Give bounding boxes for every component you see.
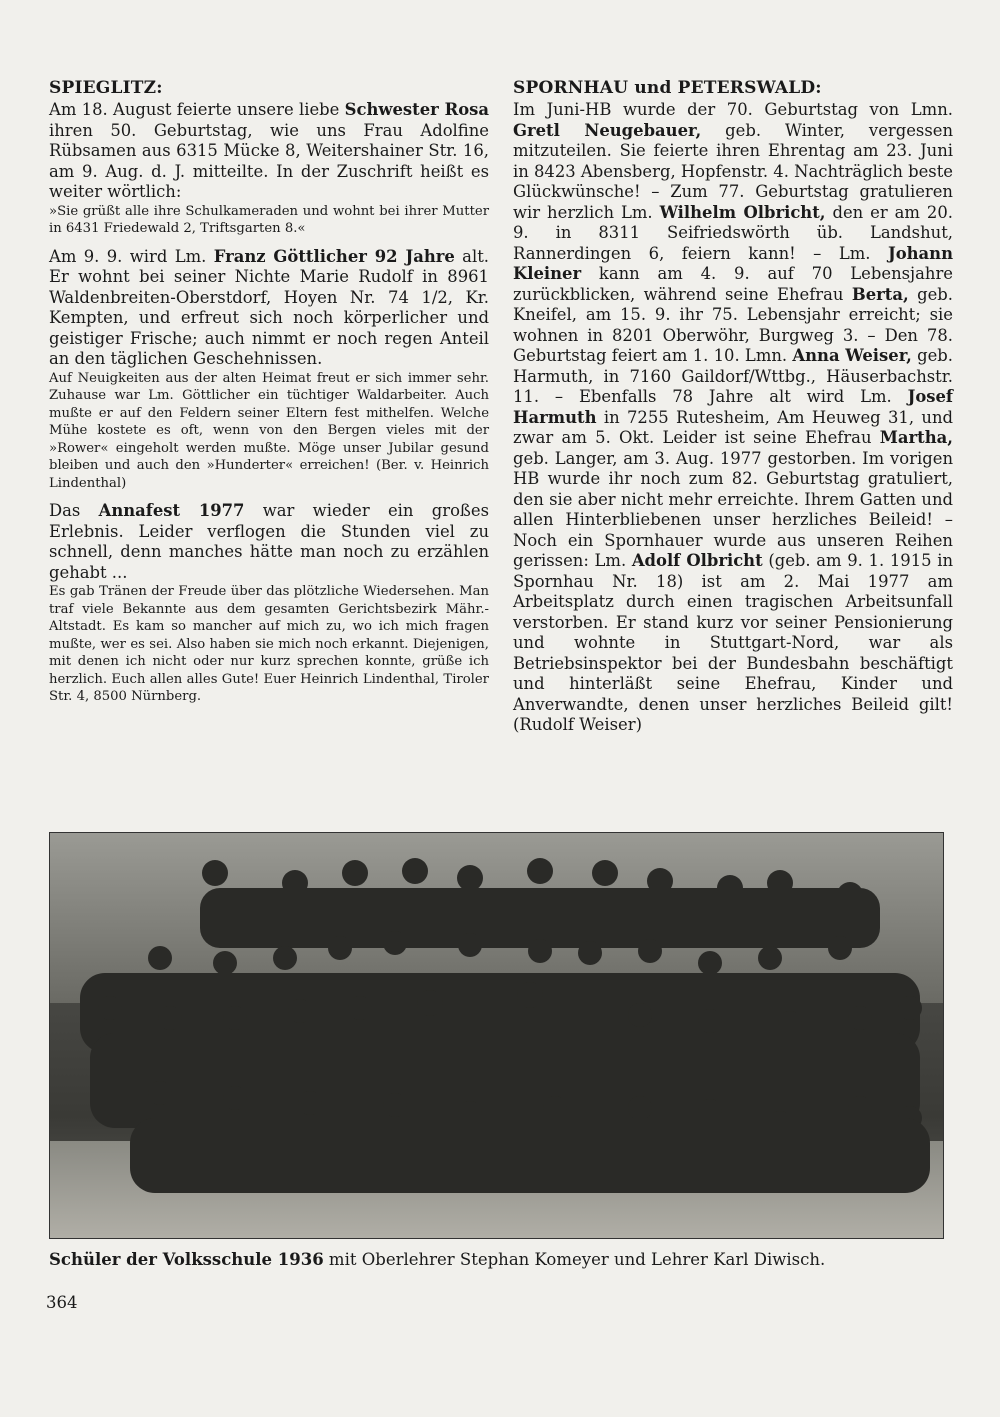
text: Das bbox=[49, 501, 99, 520]
right-column bbox=[513, 78, 953, 736]
name-bold: Gretl Neugebauer, bbox=[513, 120, 702, 140]
name-bold: Franz Göttlicher 92 Jahre bbox=[213, 246, 455, 266]
text: in 7255 Rutesheim, Am Heuweg 31, und zwar am 5. Okt. Leider ist seine Ehefrau bbox=[513, 407, 953, 447]
photo-caption bbox=[49, 1250, 949, 1269]
class-photo bbox=[49, 832, 944, 1239]
text: Am 9. 9. wird Lm. bbox=[49, 246, 214, 266]
name-bold: Anna Weiser, bbox=[792, 346, 912, 365]
name-bold: Annafest 1977 bbox=[98, 501, 245, 520]
text: alt. Er wohnt bei seiner Nichte Marie Rudolf in 8961 Waldenbreiten-Oberstdorf, Hoyen Nr. 74 1/2, Kr. Kempten, und erfreut sich noch körperlicher und geistiger Frische; auch nimmt er noch regen Anteil an den täglichen Geschehnissen. bbox=[49, 246, 489, 368]
photo-group-silhouettes bbox=[50, 833, 943, 1238]
page-number: 364 bbox=[46, 1293, 78, 1312]
caption-text: mit Oberlehrer Stephan Komeyer und Lehrer Karl Diwisch. bbox=[323, 1250, 826, 1269]
text: geb. Harmuth, in 7160 Gaildorf/Wttbg., Häuserbachstr. 11. – Ebenfalls 78 Jahre alt wird Lm. bbox=[513, 346, 953, 406]
text: geb. Langer, am 3. Aug. 1977 gestorben. Im vorigen HB wurde ihr noch zum 82. Geburtstag gratuliert, den sie aber nicht mehr erreichte. Ihrem Gatten und allen Hinterbliebenen unser herzliches Beileid! – Noch ein Spornhauer wurde aus unseren Reihen gerissen: Lm. bbox=[513, 448, 953, 570]
section-heading-spieglitz: SPIEGLITZ: bbox=[49, 78, 163, 98]
paragraph-spornhau bbox=[513, 100, 953, 736]
text: ihren 50. Geburtstag, wie uns Frau Adolfine Rübsamen aus 6315 Mücke 8, Weitershainer Str. 16, am 9. Aug. d. J. mitteilte. In der Zuschrift heißt es weiter wörtlich: bbox=[49, 120, 489, 201]
caption-bold: Schüler der Volksschule 1936 bbox=[49, 1250, 324, 1269]
text: geb. Winter, vergessen mitzuteilen. Sie feierte ihren Ehrentag am 23. Juni in 8423 Abensberg, Hopfenstr. 4. Nachträglich beste Glückwünsche! – Zum 77. Geburtstag gratulieren wir herzlich Lm. bbox=[513, 120, 954, 222]
spacer bbox=[49, 238, 489, 247]
paragraph-schwester-rosa bbox=[49, 100, 489, 203]
text: (geb. am 9. 1. 1915 in Spornhau Nr. 18) ist am 2. Mai 1977 am Arbeitsplatz durch einen tragischen Arbeitsunfall verstorben. Er stand kurz vor seiner Pensionierung und wohnte in Stuttgart-Nord, war als Betriebsinspektor bei der Bundesbahn beschäftigt und hinterläßt seine Ehefrau, Kinder und Anverwandte, denen unser herzliches Beileid gilt! (Rudolf Weiser) bbox=[513, 551, 954, 734]
text: war wieder ein großes Erlebnis. Leider verflogen die Stunden viel zu schnell, denn manches hätte man noch zu erzählen gehabt ... bbox=[49, 501, 489, 582]
paragraph-goettlicher-small: Auf Neuigkeiten aus der alten Heimat freut er sich immer sehr. Zuhause war Lm. Göttlicher ein tüchtiger Waldarbeiter. Auch mußte er auf den Feldern seiner Eltern fest mithelfen. Welche Mühe kostete es oft, wenn von den Bergen vieles mit der »Rower« eingeholt werden mußte. Möge unser Jubilar gesund bleiben und auch den »Hunderter« erreichen! (Ber. v. Heinrich Lindenthal) bbox=[49, 370, 489, 491]
left-column bbox=[49, 78, 489, 706]
text: Am 18. August feierte unsere liebe bbox=[49, 100, 345, 119]
quote-small: »Sie grüßt alle ihre Schulkameraden und wohnt bei ihrer Mutter in 6431 Friedewald 2, Triftsgarten 8.« bbox=[49, 203, 489, 236]
name-bold: Berta, bbox=[851, 284, 909, 304]
paragraph-annafest-small: Es gab Tränen der Freude über das plötzliche Wiedersehen. Man traf viele Bekannte aus dem gesamten Gerichtsbezirk Mähr.-Altstadt. Es kam so mancher auf mich zu, wo ich mich fragen mußte, wer es sei. Also haben sie mich noch erkannt. Diejenigen, mit denen ich nicht oder nur kurz sprechen konnte, grüße ich herzlich. Euch allen alles Gute! Euer Heinrich Lindenthal, Tiroler Str. 4, 8500 Nürnberg. bbox=[49, 584, 489, 704]
spacer bbox=[49, 492, 489, 501]
paragraph-goettlicher bbox=[49, 247, 489, 370]
paragraph-annafest bbox=[49, 501, 489, 583]
section-heading-spornhau: SPORNHAU und PETERSWALD: bbox=[513, 78, 822, 98]
text: Im Juni-HB wurde der 70. Geburtstag von Lmn. bbox=[513, 100, 953, 119]
text: kann am 4. 9. auf 70 Lebensjahre zurückblicken, während seine Ehefrau bbox=[513, 264, 953, 304]
name-bold: Schwester Rosa bbox=[344, 100, 489, 119]
text: den er am 20. 9. in 8311 Seifriedswörth üb. Landshut, Rannerdingen 6, feiern kann! – Lm. bbox=[513, 202, 953, 263]
name-bold: Wilhelm Olbricht, bbox=[659, 202, 826, 222]
text: geb. Kneifel, am 15. 9. ihr 75. Lebensjahr erreicht; sie wohnen in 8201 Oberwöhr, Burgweg 3. – Den 78. Geburtstag feiert am 1. 10. Lmn. bbox=[513, 284, 954, 365]
name-bold: Martha, bbox=[879, 428, 953, 447]
name-bold: Josef Harmuth bbox=[513, 387, 953, 427]
name-bold: Johann Kleiner bbox=[513, 243, 953, 283]
name-bold: Adolf Olbricht bbox=[631, 551, 763, 570]
